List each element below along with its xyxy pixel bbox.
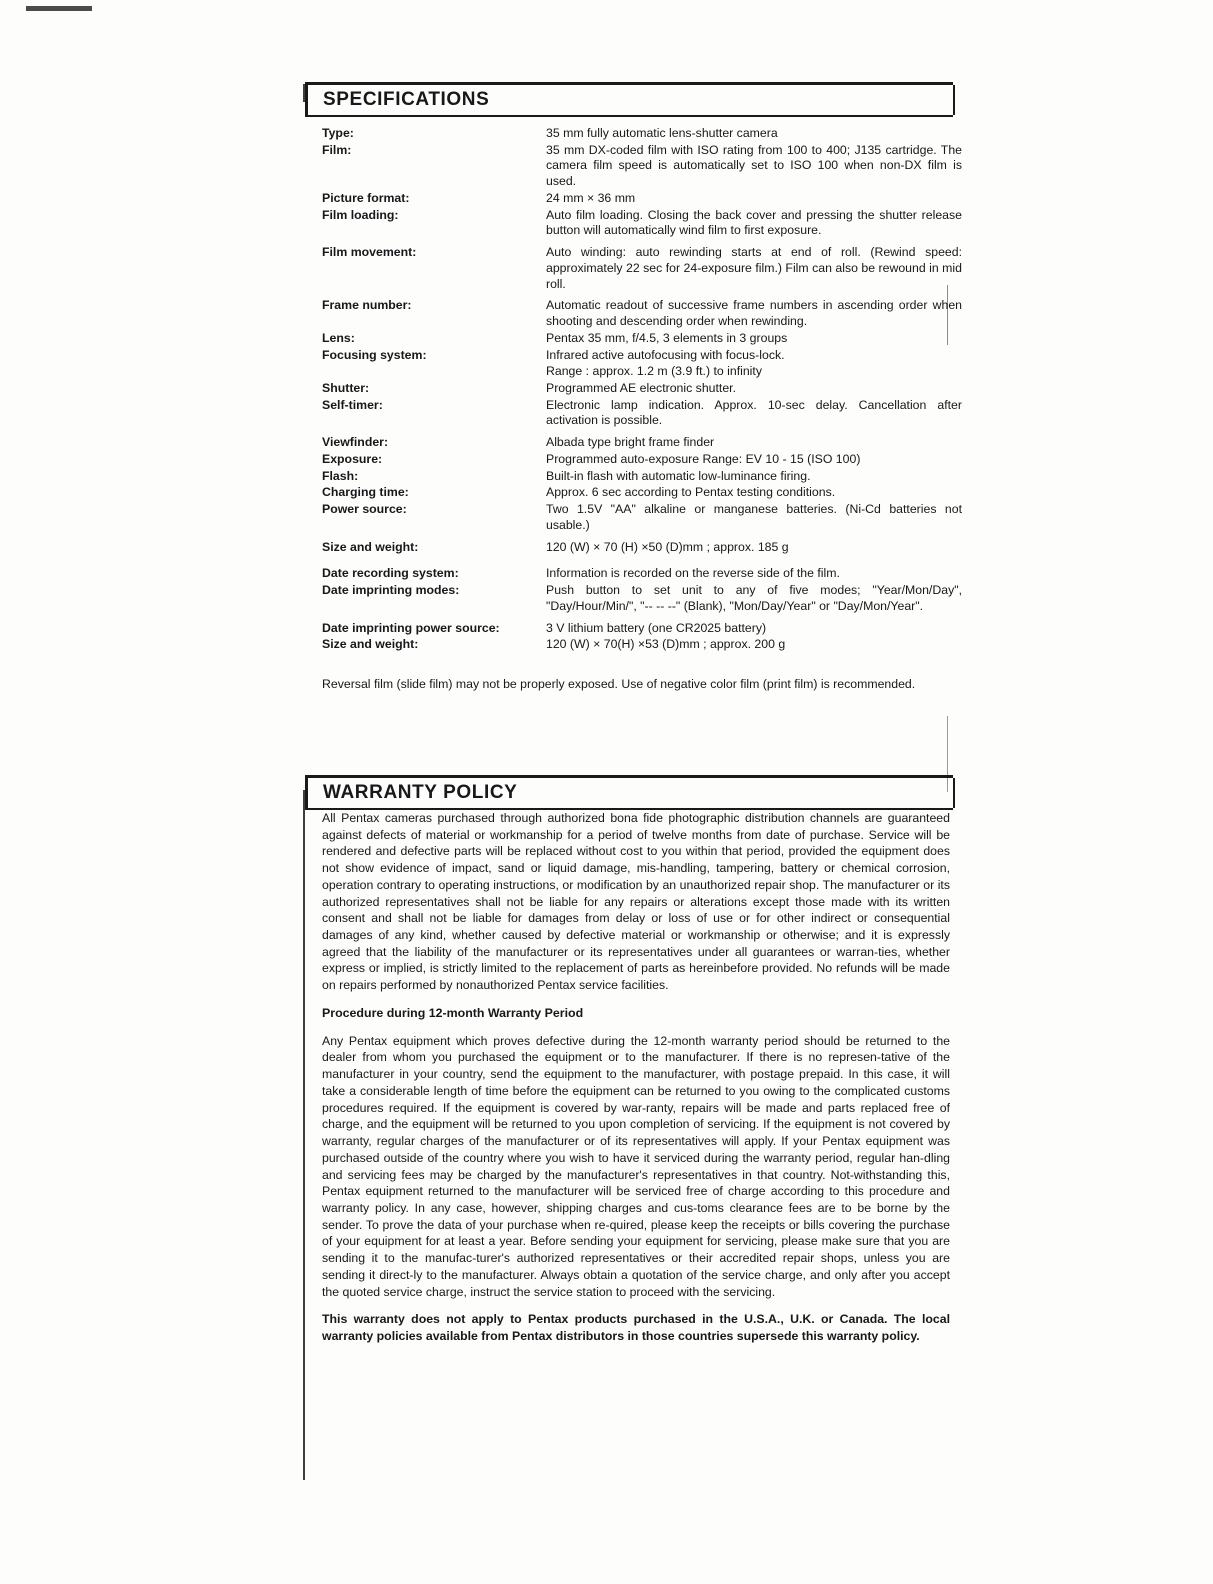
spec-label: Date imprinting power source: xyxy=(322,620,500,635)
spec-label: Focusing system: xyxy=(322,347,427,362)
spec-value: 120 (W) × 70 (H) ×50 (D)mm ; approx. 185 g xyxy=(546,539,789,554)
spec-label: Charging time: xyxy=(322,485,409,500)
spec-row xyxy=(322,452,962,469)
spec-label: Shutter: xyxy=(322,381,370,396)
spec-row xyxy=(322,469,962,486)
spec-row xyxy=(322,331,962,348)
warranty-heading-right-rule xyxy=(953,778,955,808)
spec-value: Push button to set unit to any of five modes; "Year/Mon/Day", "Day/Hour/Min/", "-- -- --" (Blank), "Mon/Day/Year" or "Day/Mon/Year". xyxy=(546,583,962,613)
specifications-section xyxy=(305,82,962,693)
spec-row xyxy=(322,364,962,381)
spec-row xyxy=(322,502,962,534)
spec-label: Date imprinting modes: xyxy=(322,583,460,598)
spec-label: Type: xyxy=(322,126,354,140)
spec-label xyxy=(322,364,546,381)
spec-label: Lens: xyxy=(322,330,355,345)
spec-value: Automatic readout of successive frame numbers in ascending order when shooting and descending order when rewinding. xyxy=(546,298,962,329)
spec-row xyxy=(322,381,962,398)
heading-left-rule xyxy=(305,85,308,115)
spec-row xyxy=(322,398,962,430)
spec-value: Approx. 6 sec according to Pentax testing conditions. xyxy=(546,485,836,500)
section-rule-under xyxy=(305,115,953,117)
spec-value: Electronic lamp indication. Approx. 10-sec delay. Cancellation after activation is possible. xyxy=(546,397,962,428)
spec-row xyxy=(322,485,962,502)
spec-value: 24 mm × 36 mm xyxy=(546,190,636,205)
spec-label: Frame number: xyxy=(322,298,412,313)
spec-row xyxy=(322,348,962,365)
spec-row xyxy=(322,143,962,191)
warranty-section xyxy=(305,775,955,1356)
spec-value: Two 1.5V "AA" alkaline or manganese batteries. (Ni-Cd batteries not usable.) xyxy=(546,502,962,532)
spec-label: Film loading: xyxy=(322,207,399,222)
spec-value: 3 V lithium battery (one CR2025 battery) xyxy=(546,620,767,635)
spec-label: Viewfinder: xyxy=(322,435,389,450)
spec-value: 35 mm DX-coded film with ISO rating from 100 to 400; J135 cartridge. The camera film speed is automatically set to ISO 100 when non-DX film is used. xyxy=(546,142,962,189)
warranty-heading-left-rule xyxy=(305,778,308,808)
spec-value: Programmed AE electronic shutter. xyxy=(546,381,737,396)
spec-value: Programmed auto-exposure Range: EV 10 - 15 (ISO 100) xyxy=(546,451,861,466)
spec-row xyxy=(322,430,962,452)
spec-row xyxy=(322,637,962,654)
spec-label: Date recording system: xyxy=(322,566,459,581)
specifications-title: SPECIFICATIONS xyxy=(323,89,490,110)
spec-label: Size and weight: xyxy=(322,637,419,652)
spec-row xyxy=(322,126,962,143)
spec-label: Flash: xyxy=(322,468,359,483)
spec-label: Exposure: xyxy=(322,451,383,466)
spec-row xyxy=(322,191,962,208)
spec-value: Pentax 35 mm, f/4.5, 3 elements in 3 groups xyxy=(546,330,788,345)
spec-label: Self-timer: xyxy=(322,397,383,412)
spec-value: 120 (W) × 70(H) ×53 (D)mm ; approx. 200 g xyxy=(546,637,786,652)
spec-row xyxy=(322,616,962,638)
spec-label: Film: xyxy=(322,142,352,157)
warranty-paragraph-1: All Pentax cameras purchased through authorized bona fide photographic distribution channels are guaranteed against defects of material or workmanship for a period of twelve months from date of purchase. Service will be rendered and defective parts will be replaced without cost to you within that period, provided the equipment does not show evidence of impact, sand or liquid damage, mis-handling, tampering, battery or chemical corrosion, operation contrary to operating instructions, or modification by an unauthorized repair shop. The manufacturer or its authorized representatives shall not be liable for any repairs or alterations except those made with its written consent and shall not be liable for damages from delay or loss of use or for other indirect or consequential damages of any kind, whether caused by defective material or workmanship or otherwise; and it is expressly agreed that the liability of the manufacturer or its representatives under all guarantees or warran-ties, whether express or implied, is strictly limited to the replacement of parts as hereinbefore provided. No refunds will be made on repairs performed by nonauthorized Pentax service facilities. xyxy=(322,811,950,993)
spec-value: Information is recorded on the reverse side of the film. xyxy=(546,566,840,581)
spec-value: 35 mm fully automatic lens-shutter camera xyxy=(546,126,778,140)
spec-row xyxy=(322,293,962,330)
warranty-closing-statement: This warranty does not apply to Pentax products purchased in the U.S.A., U.K. or Canada. The local warranty policies available from Pentax distributors in those countries supersede this warranty policy. xyxy=(322,1312,950,1343)
spec-value: Infrared active autofocusing with focus-lock. xyxy=(546,347,785,362)
spec-label: Film movement: xyxy=(322,245,417,260)
spec-label: Power source: xyxy=(322,502,407,517)
spec-row xyxy=(322,535,962,557)
spec-value: Auto winding: auto rewinding starts at end of roll. (Rewind speed: approximately 22 sec for 24-exposure film.) Film can also be rewound in mid roll. xyxy=(546,245,962,291)
warranty-paragraph-2: Any Pentax equipment which proves defective during the 12-month warranty period should be returned to the dealer from whom you purchased the equipment or to the manufacturer. If there is no represen-tative of the manufacturer in your country, send the equipment to the manufacturer, with postage prepaid. In this case, it will take a considerable length of time before the equipment can be returned to you owing to the complicated customs procedures required. If the equipment is covered by war-ranty, repairs will be made and parts replaced free of charge, and the equipment will be returned to you upon completion of servicing. If the equipment is not covered by warranty, regular charges of the manufacturer or of its representatives will apply. If your Pentax equipment was purchased outside of the country where you wish to have it serviced during the warranty period, regular han-dling and servicing fees may be charged by the manufacturer's representatives in that country. Not-withstanding this, Pentax equipment returned to the manufacturer will be serviced free of charge according to this procedure and warranty policy. In any case, however, shipping charges and cus-toms clearance fees are to be borne by the sender. To prove the data of your purchase when re-quired, please keep the receipts or bills covering the purchase of your equipment for at least a year. Before sending your equipment for servicing, please make sure that you are sending it to the manufac-turer's authorized representatives or their accredited repair shops, unless you are sending it direct-ly to the manufacturer. Always obtain a quotation of the service charge, and only after you accept the quoted service charge, instruct the service station to proceed with the servicing. xyxy=(322,1033,950,1299)
spec-label: Picture format: xyxy=(322,190,410,205)
spec-value: Range : approx. 1.2 m (3.9 ft.) to infinity xyxy=(546,364,762,379)
spec-value: Albada type bright frame finder xyxy=(546,435,715,450)
spec-value: Auto film loading. Closing the back cover and pressing the shutter release button will automatically wind film to first exposure. xyxy=(546,207,962,238)
warranty-title: WARRANTY POLICY xyxy=(323,782,518,803)
specifications-heading-row xyxy=(305,85,955,115)
scan-corner-artifact xyxy=(26,6,92,11)
spec-row xyxy=(322,583,962,615)
spec-row xyxy=(322,556,962,583)
specifications-table xyxy=(322,126,962,654)
warranty-body xyxy=(322,810,950,1345)
warranty-heading-row xyxy=(305,778,955,808)
spec-value: Built-in flash with automatic low-luminance firing. xyxy=(546,468,811,483)
spec-row xyxy=(322,240,962,293)
heading-right-rule xyxy=(953,85,955,115)
warranty-subheading: Procedure during 12-month Warranty Period xyxy=(322,1005,584,1020)
specifications-note: Reversal film (slide film) may not be properly exposed. Use of negative color film (print film) is recommended. xyxy=(322,677,916,692)
spec-row xyxy=(322,208,962,240)
spec-label: Size and weight: xyxy=(322,539,419,554)
